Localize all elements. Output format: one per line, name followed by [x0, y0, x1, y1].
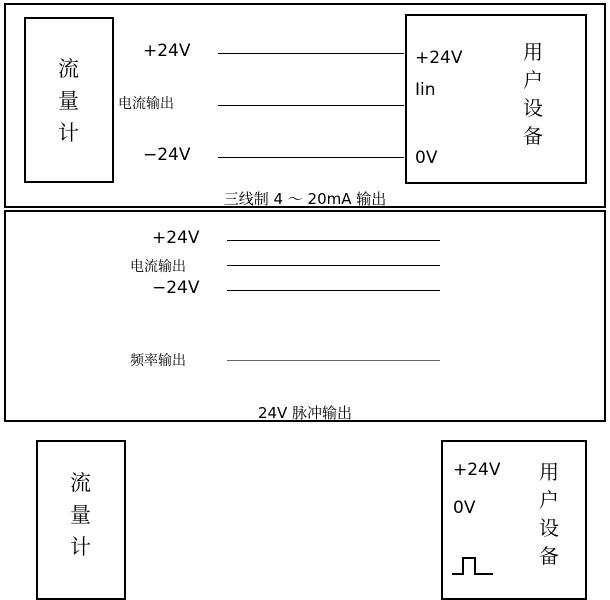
flow-meter-box-bottom — [36, 440, 126, 600]
user-terminal-top-2: Ⅰin — [415, 80, 436, 100]
user-terminal-bottom-1: +24V — [453, 460, 501, 480]
caption-bottom: 24V 脉冲输出 — [257, 404, 353, 422]
pulse-waveform-icon — [451, 554, 495, 578]
wire-top-24v — [218, 53, 404, 54]
user-terminal-top-1: +24V — [415, 48, 463, 68]
user-device-bottom-label-char-2: 户 — [539, 488, 559, 512]
flow-meter-bottom-label-char-1: 流 — [70, 471, 92, 495]
flow-meter-box-top — [24, 17, 114, 183]
user-device-label-char-3: 设 — [523, 96, 543, 120]
diagram-panel-bottom — [4, 210, 606, 568]
wire-top-neg24v — [218, 157, 404, 158]
wire-top-current-output — [218, 105, 404, 106]
user-device-bottom-label-char-1: 用 — [539, 460, 559, 484]
user-terminal-bottom-2: 0V — [453, 498, 476, 518]
user-device-label-char-4: 备 — [523, 124, 543, 148]
wire-bottom-frequency-output — [227, 360, 440, 361]
caption-top: 三线制 4 ～ 20mA 输出 — [223, 190, 387, 208]
user-device-bottom-label-char-4: 备 — [539, 544, 559, 568]
meter-terminal-bottom-4: 频率输出 — [130, 353, 186, 369]
wire-bottom-neg24v — [227, 290, 440, 291]
diagram-panel-top — [4, 3, 606, 208]
flow-meter-label-char-3: 计 — [58, 121, 80, 145]
meter-terminal-bottom-3: −24V — [152, 278, 200, 298]
user-device-box-bottom — [441, 440, 587, 600]
meter-terminal-top-3: −24V — [143, 145, 191, 165]
user-device-label-char-2: 户 — [523, 68, 543, 92]
flow-meter-bottom-label-char-3: 计 — [70, 535, 92, 559]
user-terminal-top-3: 0V — [415, 148, 438, 168]
user-device-box-top — [405, 14, 587, 184]
flow-meter-label-char-1: 流 — [58, 57, 80, 81]
user-device-label-char-1: 用 — [523, 40, 543, 64]
meter-terminal-top-1: +24V — [143, 41, 191, 61]
flow-meter-label-char-2: 量 — [58, 89, 80, 113]
user-device-bottom-label-char-3: 设 — [539, 516, 559, 540]
meter-terminal-bottom-2: 电流输出 — [130, 259, 186, 275]
wire-bottom-current-output — [227, 265, 440, 266]
meter-terminal-top-2: 电流输出 — [118, 96, 174, 112]
flow-meter-bottom-label-char-2: 量 — [70, 503, 92, 527]
wire-bottom-24v — [227, 240, 440, 241]
meter-terminal-bottom-1: +24V — [152, 228, 200, 248]
